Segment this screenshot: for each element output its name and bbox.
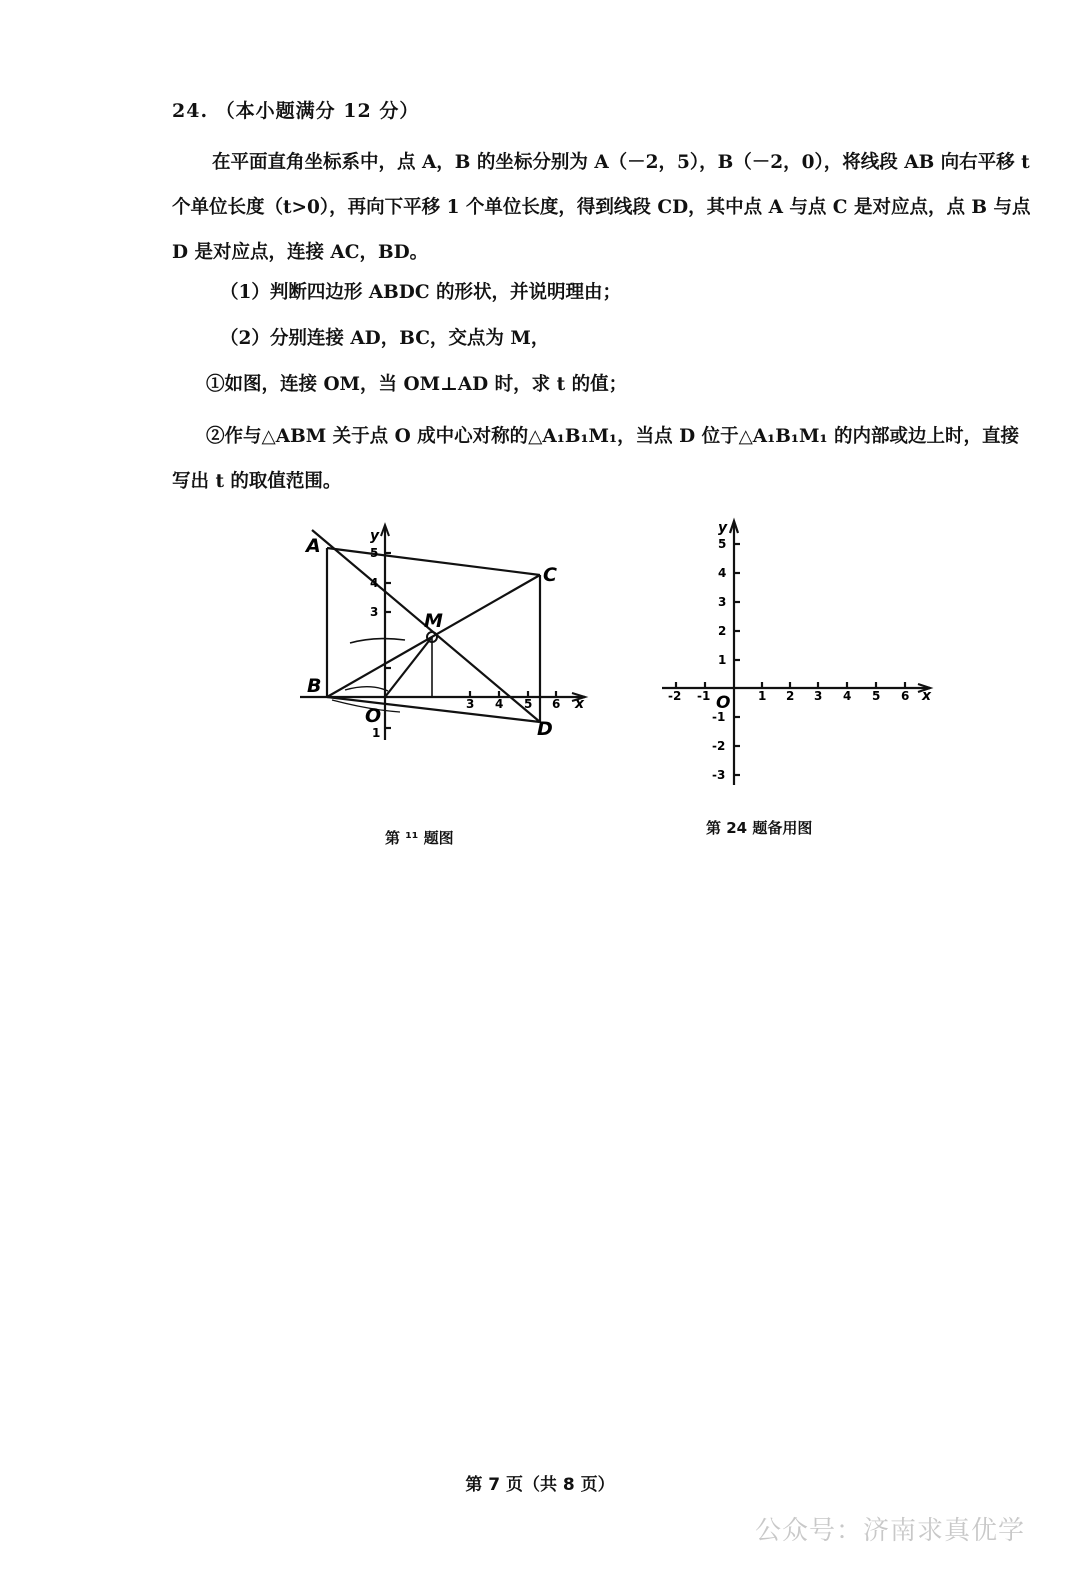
label-A: A [306,535,321,557]
fig1-x-axis-label: x [575,696,585,712]
label-O: O [365,705,382,727]
question-part-2b: ②作与△ABM 关于点 O 成中心对称的△A₁B₁M₁，当点 D 位于△A₁B₁M₁ 的内部或边上时，直接写出 t 的取值范围。 [172,426,1020,492]
fig2-x-tick-6: 6 [901,689,910,703]
question-header: 24. （本小题满分 12 分） [172,100,420,122]
fig2-x-axis-label: x [922,688,932,704]
fig2-x-tick-3: 3 [814,689,823,703]
segment-OM [385,637,432,697]
figure-2-caption: 第 24 题备用图 [706,819,813,837]
fig2-origin-label: O [716,693,731,713]
fig2-y-tick-2: 2 [718,624,727,638]
fig2-y-tick-5: 5 [718,537,727,551]
label-M: M [424,610,443,632]
label-B: B [307,675,322,697]
fig2-x-tick-1: 1 [758,689,767,703]
fig2-y-tick--3: -3 [712,768,726,782]
segment-BC [327,575,540,697]
fig1-scribble [350,639,405,643]
fig2-y-tick--2: -2 [712,739,726,753]
fig2-x-tick-2: 2 [786,689,795,703]
figure-1-caption: 第 ¹¹ 题图 [385,829,454,847]
figure-1-diagram [300,520,600,750]
fig1-y-axis-label: y [370,528,380,544]
fig2-x-tick-4: 4 [843,689,852,703]
fig1-x-tick-4: 4 [495,697,504,711]
question-intro: 在平面直角坐标系中，点 A，B 的坐标分别为 A（－2，5），B（－2，0），将线段 AB 向右平移 t 个单位长度（t>0），再向下平移 1 个单位长度，得到线段 CD，其中点 A 与点 C 是对应点，点 B 与点 D 是对应点，连接 AC，BD。 [172,152,1031,263]
fig2-y-tick--1: -1 [712,710,726,724]
fig1-x-tick-6: 6 [552,697,561,711]
question-part-2: （2）分别连接 AD，BC，交点为 M， [220,328,550,349]
fig1-y-tick-4: 4 [370,576,379,590]
fig1-x-tick-5: 5 [524,697,533,711]
fig2-x-tick--2: -2 [668,689,682,703]
fig2-y-tick-1: 1 [718,653,727,667]
page-footer: 第 7 页（共 8 页） [465,1475,615,1495]
fig2-x-tick-5: 5 [872,689,881,703]
fig2-y-tick-3: 3 [718,595,727,609]
label-C: C [543,564,557,586]
fig2-x-tick--1: -1 [697,689,711,703]
fig1-y-tick-5: 5 [370,546,379,560]
fig2-y-tick-4: 4 [718,566,727,580]
question-part-1: （1）判断四边形 ABDC 的形状，并说明理由； [220,282,622,303]
fig1-y-tick-1: 1 [372,726,381,740]
watermark: 公众号：济南求真优学 [754,1516,1025,1546]
fig1-x-tick-3: 3 [466,697,475,711]
question-part-2a: ①如图，连接 OM，当 OM⊥AD 时，求 t 的值； [206,374,628,395]
segment-BD [327,697,540,722]
label-D: D [537,718,553,740]
figure-2-diagram [655,515,940,795]
fig2-y-axis-label: y [718,520,728,536]
fig1-y-tick-3: 3 [370,605,379,619]
